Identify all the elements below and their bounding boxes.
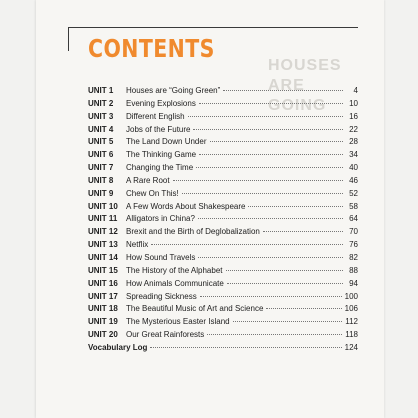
dot-leader (196, 167, 343, 168)
unit-number: UNIT 17 (88, 291, 118, 301)
toc-row-unit-15[interactable] (88, 266, 358, 279)
page-number: 58 (349, 201, 358, 211)
unit-topic: Brexit and the Birth of Deglobalization (126, 227, 260, 237)
toc-row-unit-18[interactable] (88, 304, 358, 317)
toc-row-unit-7[interactable] (88, 163, 358, 176)
dot-leader (193, 129, 343, 130)
page-number: 76 (349, 240, 358, 250)
toc-row-unit-19[interactable] (88, 317, 358, 330)
unit-number: UNIT 6 (88, 150, 114, 160)
unit-number: UNIT 11 (88, 214, 118, 224)
toc-row-unit-17[interactable] (88, 292, 358, 305)
unit-topic: Chew On This! (126, 188, 179, 198)
unit-number: UNIT 5 (88, 137, 114, 147)
dot-leader (199, 154, 343, 155)
unit-topic: Different English (126, 111, 185, 121)
page-number: 124 (344, 342, 358, 352)
page-number: 106 (344, 304, 358, 314)
page-number: 46 (349, 175, 358, 185)
toc-row-vocabulary-log[interactable] (88, 343, 358, 356)
unit-number: UNIT 4 (88, 124, 114, 134)
page-number: 64 (349, 214, 358, 224)
unit-topic: The Beautiful Music of Art and Science (126, 304, 264, 314)
page-number: 28 (349, 137, 358, 147)
dot-leader (233, 321, 343, 322)
unit-topic: The Land Down Under (126, 137, 207, 147)
toc-row-unit-8[interactable] (88, 176, 358, 189)
unit-number: UNIT 2 (88, 98, 114, 108)
dot-leader (188, 116, 343, 117)
show-through-text: HOUSES ARE GOING (268, 57, 342, 114)
page-number: 22 (349, 124, 358, 134)
page-number: 34 (349, 150, 358, 160)
dot-leader (198, 218, 343, 219)
unit-number: UNIT 10 (88, 201, 118, 211)
page-number: 112 (345, 317, 358, 327)
page-title: CONTENTS (88, 34, 215, 63)
page-number: 88 (349, 265, 358, 275)
dot-leader (266, 308, 341, 309)
page-number: 16 (349, 111, 358, 121)
dot-leader (226, 270, 344, 271)
toc-row-unit-5[interactable] (88, 137, 358, 150)
toc-row-unit-12[interactable] (88, 227, 358, 240)
unit-number: UNIT 8 (88, 175, 114, 185)
frame-line-top (68, 27, 358, 28)
dot-leader (151, 244, 343, 245)
unit-number: UNIT 19 (88, 317, 118, 327)
unit-topic: A Few Words About Shakespeare (126, 201, 246, 211)
unit-topic: Netflix (126, 240, 149, 250)
unit-number: UNIT 20 (88, 330, 118, 340)
table-of-contents (88, 86, 358, 356)
unit-number: UNIT 9 (88, 188, 114, 198)
unit-topic: How Sound Travels (126, 252, 196, 262)
frame-line-left (68, 27, 69, 51)
dot-leader (248, 206, 343, 207)
dot-leader (182, 193, 343, 194)
dot-leader (150, 347, 341, 348)
page-number: 118 (345, 330, 358, 340)
dot-leader (200, 296, 342, 297)
unit-number: UNIT 15 (88, 265, 118, 275)
dot-leader (263, 231, 343, 232)
page-number: 100 (344, 291, 358, 301)
unit-number: UNIT 3 (88, 111, 114, 121)
toc-row-unit-11[interactable] (88, 214, 358, 227)
unit-topic: Our Great Rainforests (126, 330, 205, 340)
unit-topic: The History of the Alphabet (126, 265, 223, 275)
vocabulary-log-label: Vocabulary Log (88, 342, 148, 352)
unit-topic: Alligators in China? (126, 214, 195, 224)
unit-topic: The Mysterious Easter Island (126, 317, 230, 327)
page-number: 10 (349, 98, 358, 108)
unit-number: UNIT 14 (88, 252, 118, 262)
unit-topic: Changing the Time (126, 163, 194, 173)
unit-topic: The Thinking Game (126, 150, 197, 160)
page-number: 82 (349, 252, 358, 262)
unit-number: UNIT 18 (88, 304, 118, 314)
dot-leader (199, 103, 343, 104)
unit-topic: Jobs of the Future (126, 124, 191, 134)
dot-leader (210, 141, 344, 142)
toc-row-unit-3[interactable] (88, 112, 358, 125)
unit-topic: Evening Explosions (126, 98, 196, 108)
unit-topic: Spreading Sickness (126, 291, 197, 301)
unit-number: UNIT 16 (88, 278, 118, 288)
dot-leader (198, 257, 343, 258)
unit-topic: How Animals Communicate (126, 278, 224, 288)
page-number: 70 (349, 227, 358, 237)
page-number: 94 (349, 278, 358, 288)
page-number: 52 (349, 188, 358, 198)
toc-row-unit-16[interactable] (88, 279, 358, 292)
toc-row-unit-1[interactable] (88, 86, 358, 99)
page-number: 40 (349, 163, 358, 173)
toc-row-unit-10[interactable] (88, 202, 358, 215)
unit-number: UNIT 12 (88, 227, 118, 237)
unit-number: UNIT 1 (88, 86, 114, 95)
toc-row-unit-9[interactable] (88, 189, 358, 202)
toc-row-unit-6[interactable] (88, 150, 358, 163)
toc-row-unit-14[interactable] (88, 253, 358, 266)
unit-number: UNIT 13 (88, 240, 118, 250)
unit-topic: Houses are “Going Green” (126, 86, 221, 95)
dot-leader (207, 334, 342, 335)
unit-number: UNIT 7 (88, 163, 114, 173)
toc-row-unit-13[interactable] (88, 240, 358, 253)
toc-row-unit-2[interactable] (88, 99, 358, 112)
toc-row-unit-4[interactable] (88, 125, 358, 138)
dot-leader (227, 283, 343, 284)
dot-leader (173, 180, 343, 181)
page-number: 4 (353, 86, 358, 95)
toc-row-unit-20[interactable] (88, 330, 358, 343)
unit-topic: A Rare Root (126, 175, 170, 185)
dot-leader (223, 90, 343, 91)
